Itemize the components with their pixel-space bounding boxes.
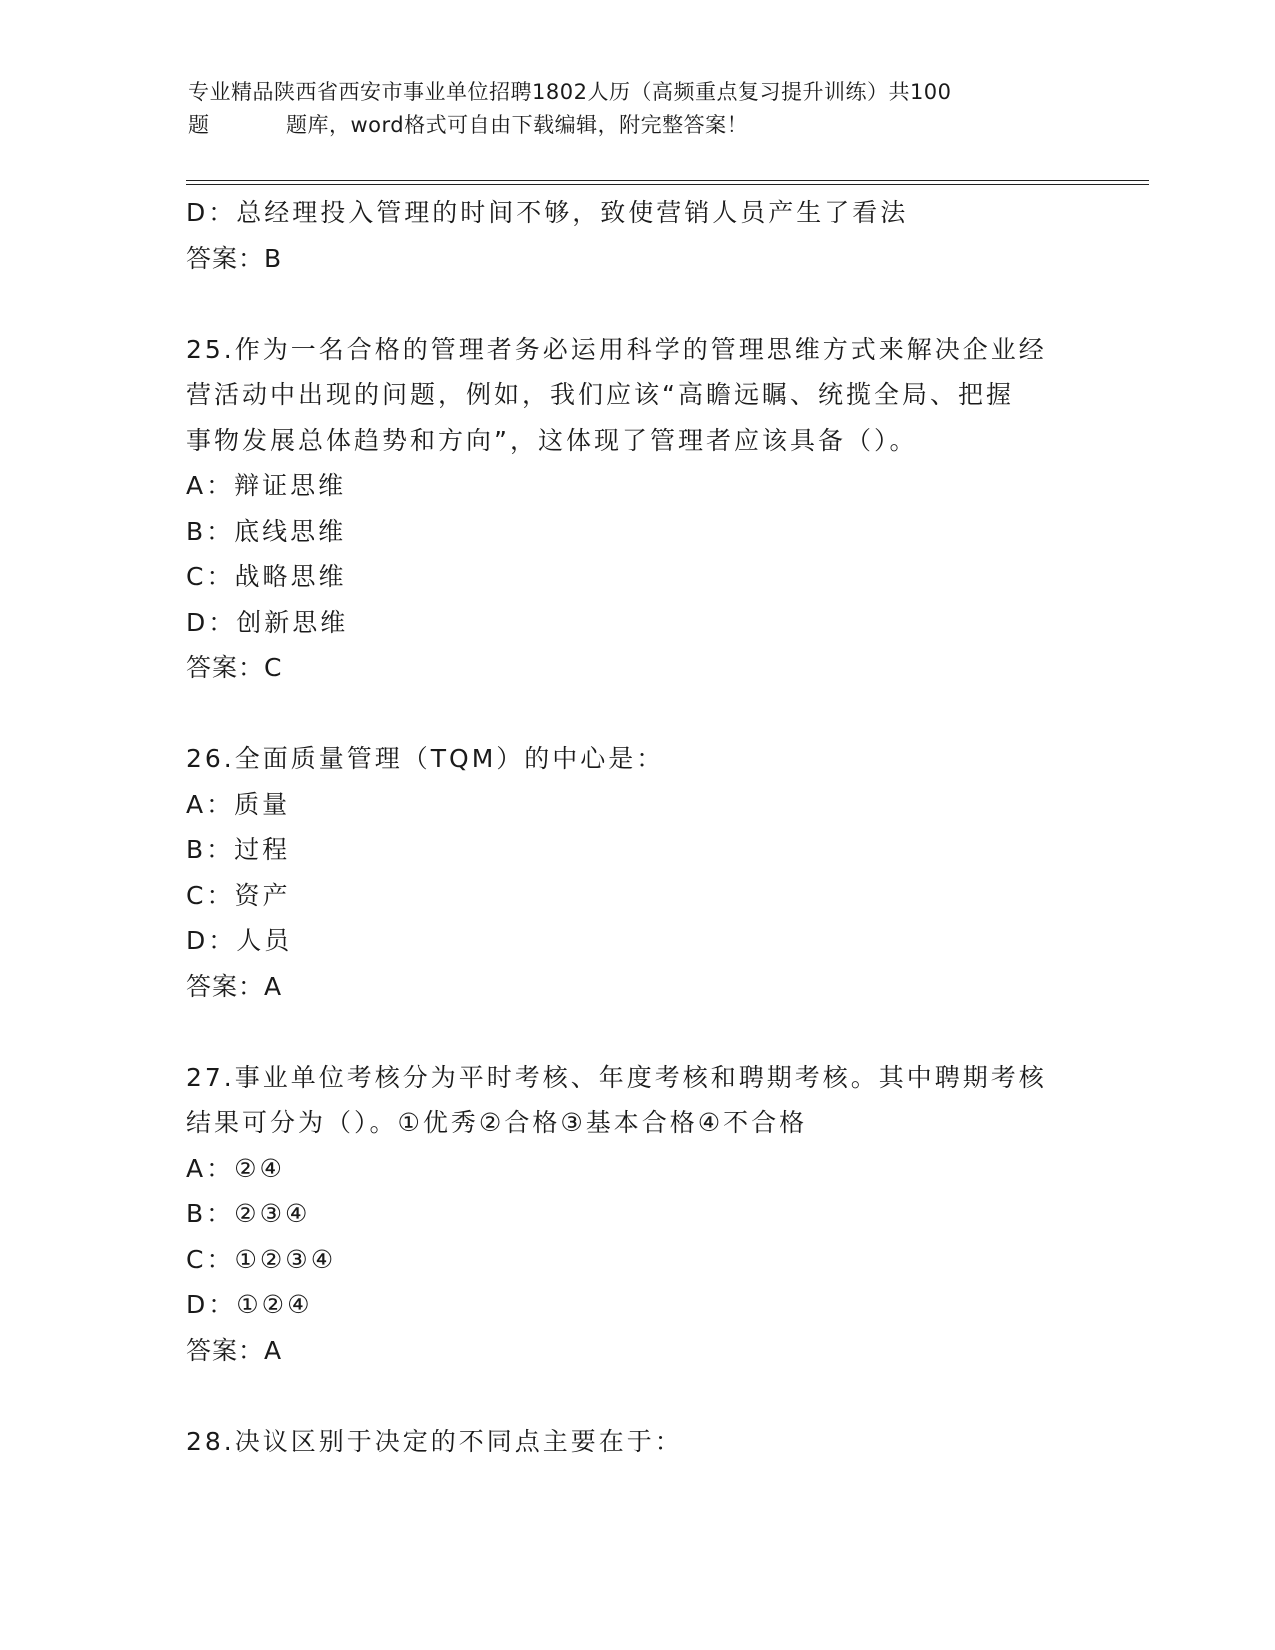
- header-line-2-left: 题: [188, 113, 210, 137]
- option-d: D：人员: [186, 926, 293, 955]
- question-28: [186, 1419, 1086, 1465]
- question-26: [186, 736, 1086, 1009]
- answer-line: 答案：A: [186, 971, 283, 1001]
- question-text: 结果可分为（）。①优秀②合格③基本合格④不合格: [186, 1108, 808, 1137]
- question-text: 25.作为一名合格的管理者务必运用科学的管理思维方式来解决企业经: [186, 334, 1047, 364]
- question-text: 营活动中出现的问题，例如，我们应该“高瞻远瞩、统揽全局、把握: [186, 380, 1014, 409]
- option-c: C：战略思维: [186, 562, 347, 591]
- option-c: C：资产: [186, 880, 291, 910]
- header-line-1: 专业精品陕西省西安市事业单位招聘1802人历（高频重点复习提升训练）共100: [188, 80, 952, 104]
- answer-line: 答案：A: [186, 1335, 283, 1365]
- option-d: D：创新思维: [186, 607, 349, 637]
- option-c: C：①②③④: [186, 1244, 337, 1274]
- document-header: [188, 76, 1088, 142]
- option-b: B：②③④: [186, 1199, 311, 1228]
- question-text: 事物发展总体趋势和方向”，这体现了管理者应该具备（）。: [186, 425, 918, 455]
- question-text: 26.全面质量管理（TQM）的中心是：: [186, 744, 665, 773]
- answer-line: 答案：B: [186, 243, 283, 273]
- option-d: D：①②④: [186, 1290, 313, 1319]
- option-a: A：②④: [186, 1153, 285, 1183]
- header-rule-bottom: [186, 184, 1149, 185]
- option-b: B：过程: [186, 835, 291, 864]
- option-b: B：底线思维: [186, 516, 347, 546]
- option-d: D：总经理投入管理的时间不够，致使营销人员产生了看法: [186, 198, 909, 227]
- question-text: 27.事业单位考核分为平时考核、年度考核和聘期考核。其中聘期考核: [186, 1062, 1047, 1092]
- question-27: [186, 1055, 1086, 1374]
- answer-line: 答案：C: [186, 653, 283, 682]
- header-rule-top: [186, 180, 1149, 181]
- option-a: A：辩证思维: [186, 471, 347, 500]
- document-body: [186, 190, 1086, 1464]
- question-24-tail: [186, 190, 1086, 281]
- question-text: 28.决议区别于决定的不同点主要在于：: [186, 1426, 683, 1456]
- header-line-2: [188, 109, 1088, 142]
- header-line-2-right: 题库，word格式可自由下载编辑，附完整答案！: [286, 113, 749, 137]
- option-a: A：质量: [186, 789, 291, 819]
- question-25: [186, 327, 1086, 691]
